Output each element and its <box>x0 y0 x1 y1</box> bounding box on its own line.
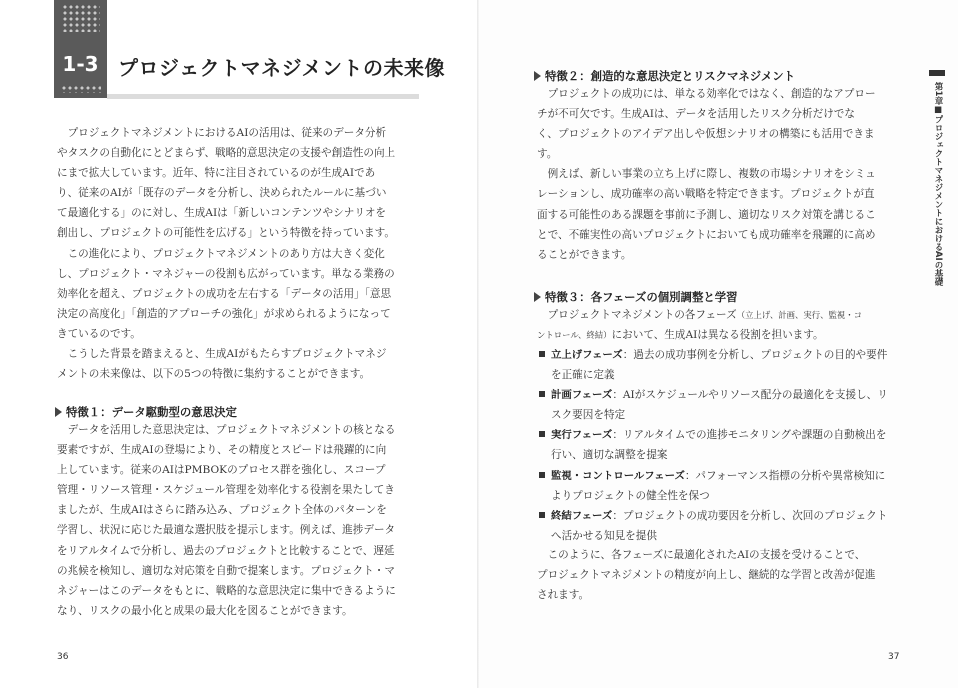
bullet-term: 終結フェーズ <box>551 509 613 522</box>
chapter-tab-marker <box>929 70 945 76</box>
intro-paragraphs <box>57 123 395 384</box>
bullet-desc: ：パフォーマンス指標の分析や異常検知に <box>684 469 886 482</box>
list-item <box>539 345 888 365</box>
feature1-heading <box>55 404 237 420</box>
bullet-term: 立上げフェーズ <box>551 349 623 361</box>
bullet-desc: ：AIがスケジュールやリソース配分の最適化を支援し、リ <box>612 389 888 402</box>
text-line: て最適化する」のに対し、生成AIは「新しいコンテンツやシナリオを <box>57 207 387 220</box>
bullet-desc: ：過去の成功事例を分析し、プロジェクトの目的や要件 <box>622 349 888 361</box>
phase-list-note: （立上げ、計画、実行、監視・コ <box>736 310 862 320</box>
feature3-heading <box>534 289 738 305</box>
text-line: プロジェクトの成功には、単なる効率化ではなく、創造的なアプロー <box>537 88 876 100</box>
text-line: レーションし、成功確率の高い戦略を特定できます。プロジェクトが直 <box>537 188 875 201</box>
bullet-term: 監視・コントロールフェーズ <box>551 469 685 482</box>
text-line: データを活用した意思決定は、プロジェクトマネジメントの核となる <box>57 424 396 436</box>
feature1-body <box>57 420 396 621</box>
text-line: とで、不確実性の高いプロジェクトにおいても成功確率を飛躍的に高め <box>537 228 876 241</box>
bullet-desc: ：リアルタイムでの進捗モニタリングや課題の自動検出を <box>612 429 887 442</box>
feature2-body <box>537 84 876 265</box>
square-bullet-icon <box>539 391 545 397</box>
section-number: 1-3 <box>62 52 99 76</box>
feature2-heading <box>534 68 795 84</box>
text-line <box>537 325 862 345</box>
triangle-bullet-icon <box>534 292 541 302</box>
feature3-intro <box>537 305 862 345</box>
square-bullet-icon <box>539 431 545 437</box>
text-line: ましたが、生成AIはさらに踏み込み、プロジェクト全体のパターンを <box>57 504 387 517</box>
list-item-cont: よりプロジェクトの健全性を保つ <box>551 489 710 502</box>
text-line: されます。 <box>537 589 590 602</box>
phase-list-note-cont: ントロール、終結） <box>537 330 612 341</box>
text-line: ることができます。 <box>537 248 632 261</box>
left-page <box>0 0 478 688</box>
text-line: 上しています。従来のAIはPMBOKのプロセス群を強化し、スコープ <box>57 464 386 477</box>
text-line: 効率化を超え、プロジェクトの成功を左右する「データの活用」「意思 <box>57 287 392 300</box>
text-line: こうした背景を踏まえると、生成AIがもたらすプロジェクトマネジ <box>57 348 387 361</box>
text-line: 創出し、プロジェクトの可能性を広げる」という特徴を持っています。 <box>57 227 395 240</box>
page-number-left: 36 <box>57 652 69 662</box>
text-line: にまで拡大しています。近年、特に注目されているのが生成AIであ <box>57 167 376 180</box>
list-item <box>539 466 888 486</box>
text-line: チが不可欠です。生成AIは、データを活用したリスク分析だけでな <box>537 108 855 121</box>
text-line: 決定の高度化」「創造的アプローチの強化」が求められるようになって <box>57 307 391 320</box>
feature3-heading-text: 特徴３：各フェーズの個別調整と学習 <box>545 290 738 304</box>
square-bullet-icon <box>539 512 545 518</box>
section-number-block <box>54 0 107 98</box>
text-line: この進化により、プロジェクトマネジメントのあり方は大きく変化 <box>57 247 385 260</box>
list-item-cont: スク要因を特定 <box>551 409 626 422</box>
text-line: なり、リスクの最小化と成果の最大化を図ることができます。 <box>57 604 353 617</box>
text-line: 例えば、新しい事業の立ち上げに際し、複数の市場シナリオをシミュ <box>537 168 876 181</box>
text-line: ネジャーはこのデータをもとに、戦略的な意思決定に集中できるように <box>57 584 396 597</box>
list-item-cont: へ活かせる知見を提供 <box>551 529 657 542</box>
text-line: の兆候を検知し、適切な対応策を自動で提案します。プロジェクト・マ <box>57 564 395 577</box>
text-line <box>537 305 862 325</box>
square-bullet-icon <box>539 472 545 478</box>
text-line: をリアルタイムで分析し、過去のプロジェクトと比較することで、遅延 <box>57 544 395 557</box>
section-title: プロジェクトマネジメントの未来像 <box>118 56 445 80</box>
text-line: 面する可能性のある課題を事前に予測し、適切なリスク対策を講じるこ <box>537 208 876 221</box>
list-item <box>539 506 888 526</box>
text-line: り、従来のAIが「既存のデータを分析し、決められたルールに基づい <box>57 187 387 200</box>
feature2-heading-text: 特徴２：創造的な意思決定とリスクマネジメント <box>545 69 796 83</box>
list-item-cont: 行い、適切な調整を提案 <box>551 449 668 462</box>
feature3-intro-a: プロジェクトマネジメントの各フェーズ <box>537 309 737 321</box>
text-line: プロジェクトマネジメントの精度が向上し、継続的な学習と改善が促進 <box>537 569 876 582</box>
list-item <box>539 425 888 445</box>
text-line: 学習し、状況に応じた最適な選択肢を提示します。例えば、進捗データ <box>57 524 396 537</box>
text-line: 管理・リソース管理・スケジュール管理を効率化する役割を果たしてき <box>57 484 395 497</box>
list-item <box>539 385 888 405</box>
bullet-desc: ：プロジェクトの成功要因を分析し、次回のプロジェクト <box>612 509 888 522</box>
text-line: きているのです。 <box>57 327 141 340</box>
bullet-term: 計画フェーズ <box>551 389 613 402</box>
feature3-intro-b: において、生成AIは異なる役割を担います。 <box>611 329 824 342</box>
chapter-side-label: 第1章■プロジェクトマネジメントにおけるAIの基礎 <box>933 82 943 287</box>
triangle-bullet-icon <box>55 407 62 417</box>
phase-bullet-list <box>539 345 888 546</box>
text-line: く、プロジェクトのアイデア出しや仮想シナリオの構築にも活用できま <box>537 128 875 141</box>
text-line: このように、各フェーズに最適化されたAIの支援を受けることで、 <box>537 549 866 561</box>
square-bullet-icon <box>539 351 545 357</box>
dot-row-icon <box>61 85 101 93</box>
page-number-right: 37 <box>888 652 900 662</box>
triangle-bullet-icon <box>534 71 541 81</box>
text-line: 要素ですが、生成AIの登場により、その精度とスピードは飛躍的に向 <box>57 444 387 457</box>
feature1-heading-text: 特徴１：データ駆動型の意思決定 <box>66 405 237 419</box>
bullet-term: 実行フェーズ <box>551 429 613 442</box>
text-line: やタスクの自動化にとどまらず、戦略的意思決定の支援や創造性の向上 <box>57 147 396 160</box>
text-line: メントの未来像は、以下の5つの特徴に集約することができます。 <box>57 368 371 381</box>
feature3-closing <box>537 545 875 605</box>
list-item-cont: を正確に定義 <box>551 369 615 382</box>
text-line: す。 <box>537 148 558 161</box>
title-underline <box>107 94 419 99</box>
dot-pattern-icon <box>62 4 100 32</box>
text-line: プロジェクトマネジメントにおけるAIの活用は、従来のデータ分析 <box>57 127 387 139</box>
text-line: し、プロジェクト・マネジャーの役割も広がっています。単なる業務の <box>57 267 395 280</box>
